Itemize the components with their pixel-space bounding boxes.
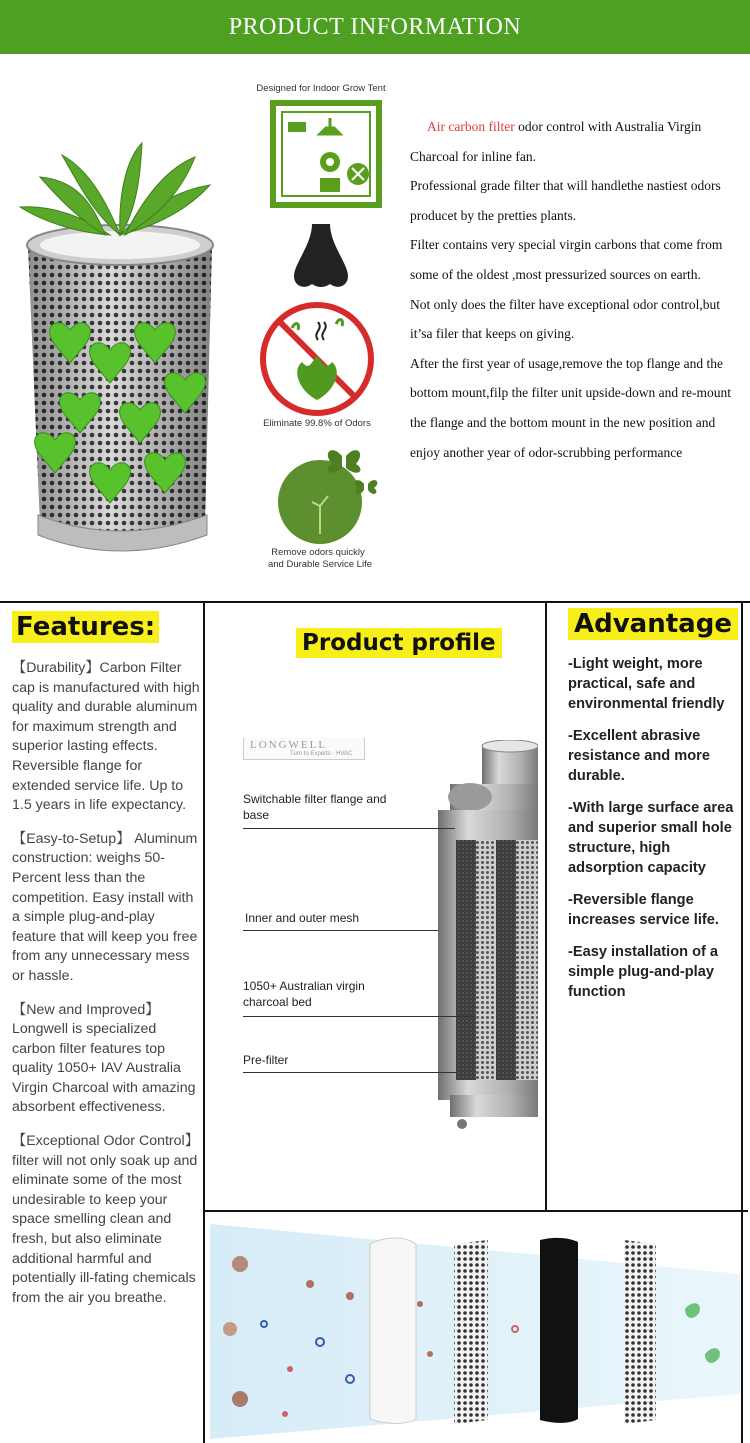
nose-icon [290, 224, 352, 292]
feature-new-improved: 【New and Improved】 Longwell is specialized carbon filter features top quality 1050+ IAV Australia Virgin Charcoal with amazing absorbent effectiveness. [12, 1001, 196, 1116]
page-title: PRODUCT INFORMATION [228, 13, 522, 40]
odor-label: Eliminate 99.8% of Odors [263, 418, 371, 429]
durable-label-1: Remove odors quickly [271, 547, 365, 558]
brand-logo [243, 738, 365, 760]
feature-easy-setup: 【Easy-to-Setup】 Aluminum construction: weighs 50-Percent less than the competition. Easy install with a simple plug-and-play feature that will keep you free from any unnecessary mess or hassle. [12, 830, 198, 984]
advantage-light-weight: -Light weight, more practical, safe and environmental friendly [568, 656, 725, 712]
features-column [12, 611, 202, 1308]
callout-charcoal: 1050+ Australian virgin charcoal bed [243, 979, 365, 1009]
durable-label-2: and Durable Service Life [267, 559, 373, 570]
description-paragraph-2: Professional grade filter that will handlethe nastiest odors producet by the pretties plants. [410, 178, 721, 223]
callout-charcoal-line [243, 1016, 475, 1017]
callout-prefilter: Pre-filter [243, 1053, 289, 1067]
callout-flange-line [243, 828, 455, 829]
feature-durability: 【Durability】Carbon Filter cap is manufactured with high quality and durable aluminum for maximum strength and superior lasting effects. Reversible flange for extended service life. Up to 1.5 years in life expectancy. [12, 660, 200, 814]
butterfly-leaf-icon [272, 436, 382, 548]
brand-name: LONGWELL [250, 739, 328, 751]
callout-flange: Switchable filter flange and base [243, 792, 387, 822]
callout-mesh-line [243, 930, 438, 931]
description-line-1-rest: odor control with Australia Virgin Charcoal for inline fan. [410, 119, 702, 164]
callout-mesh: Inner and outer mesh [245, 911, 360, 925]
description-line-1 [410, 112, 740, 171]
filter-cross-section [410, 740, 538, 1140]
description-paragraph-4: Not only does the filter have exceptional odor control,but it’sa filer that keeps on giving. [410, 296, 721, 342]
no-odor-icon [258, 300, 376, 418]
profile-title: Product profile [296, 628, 502, 658]
brand-tagline: Turn to Experts · HVAC [290, 751, 353, 757]
header-banner [0, 0, 750, 54]
advantage-abrasive: -Excellent abrasive resistance and more durable. [568, 728, 710, 784]
advantage-installation: -Easy installation of a simple plug-and-play function [568, 944, 719, 1000]
description-paragraph-3: Filter contains very special virgin carbons that come from some of the oldest ,most pressurized sources on earth. [410, 237, 723, 282]
advantage-reversible: -Reversible flange increases service life. [568, 892, 719, 928]
callout-prefilter-line [243, 1072, 458, 1073]
advantage-column [568, 608, 743, 1002]
column-divider-left [203, 601, 205, 1443]
advantage-title: Advantage [568, 608, 738, 640]
feature-odor-control: 【Exceptional Odor Control】filter will not only soak up and eliminate some of the most undesirable to keep your space smelling clean and fresh, but also eliminate additional harmful and potentially ill-fating chemicals from the air you breathe. [12, 1133, 199, 1306]
description-accent: Air carbon filter [427, 119, 515, 134]
filtration-flow-illustration [210, 1214, 740, 1439]
profile-title-box [296, 628, 502, 658]
column-divider-right [545, 601, 547, 1211]
advantage-surface-area: -With large surface area and superior small hole structure, high adsorption capacity [568, 800, 734, 876]
carbon-filter-illustration [0, 95, 230, 575]
row-divider [203, 1210, 748, 1212]
features-title: Features: [12, 611, 159, 643]
grow-tent-icon [270, 100, 382, 208]
grow-tent-label: Designed for Indoor Grow Tent [256, 83, 386, 94]
product-description [410, 112, 740, 467]
description-paragraph-5: After the first year of usage,remove the top flange and the bottom mount,filp the filter unit upside-down and re-mount the flange and the bottom mount in the new position and enjoy another year of odor-scrubbing performance [410, 355, 731, 460]
